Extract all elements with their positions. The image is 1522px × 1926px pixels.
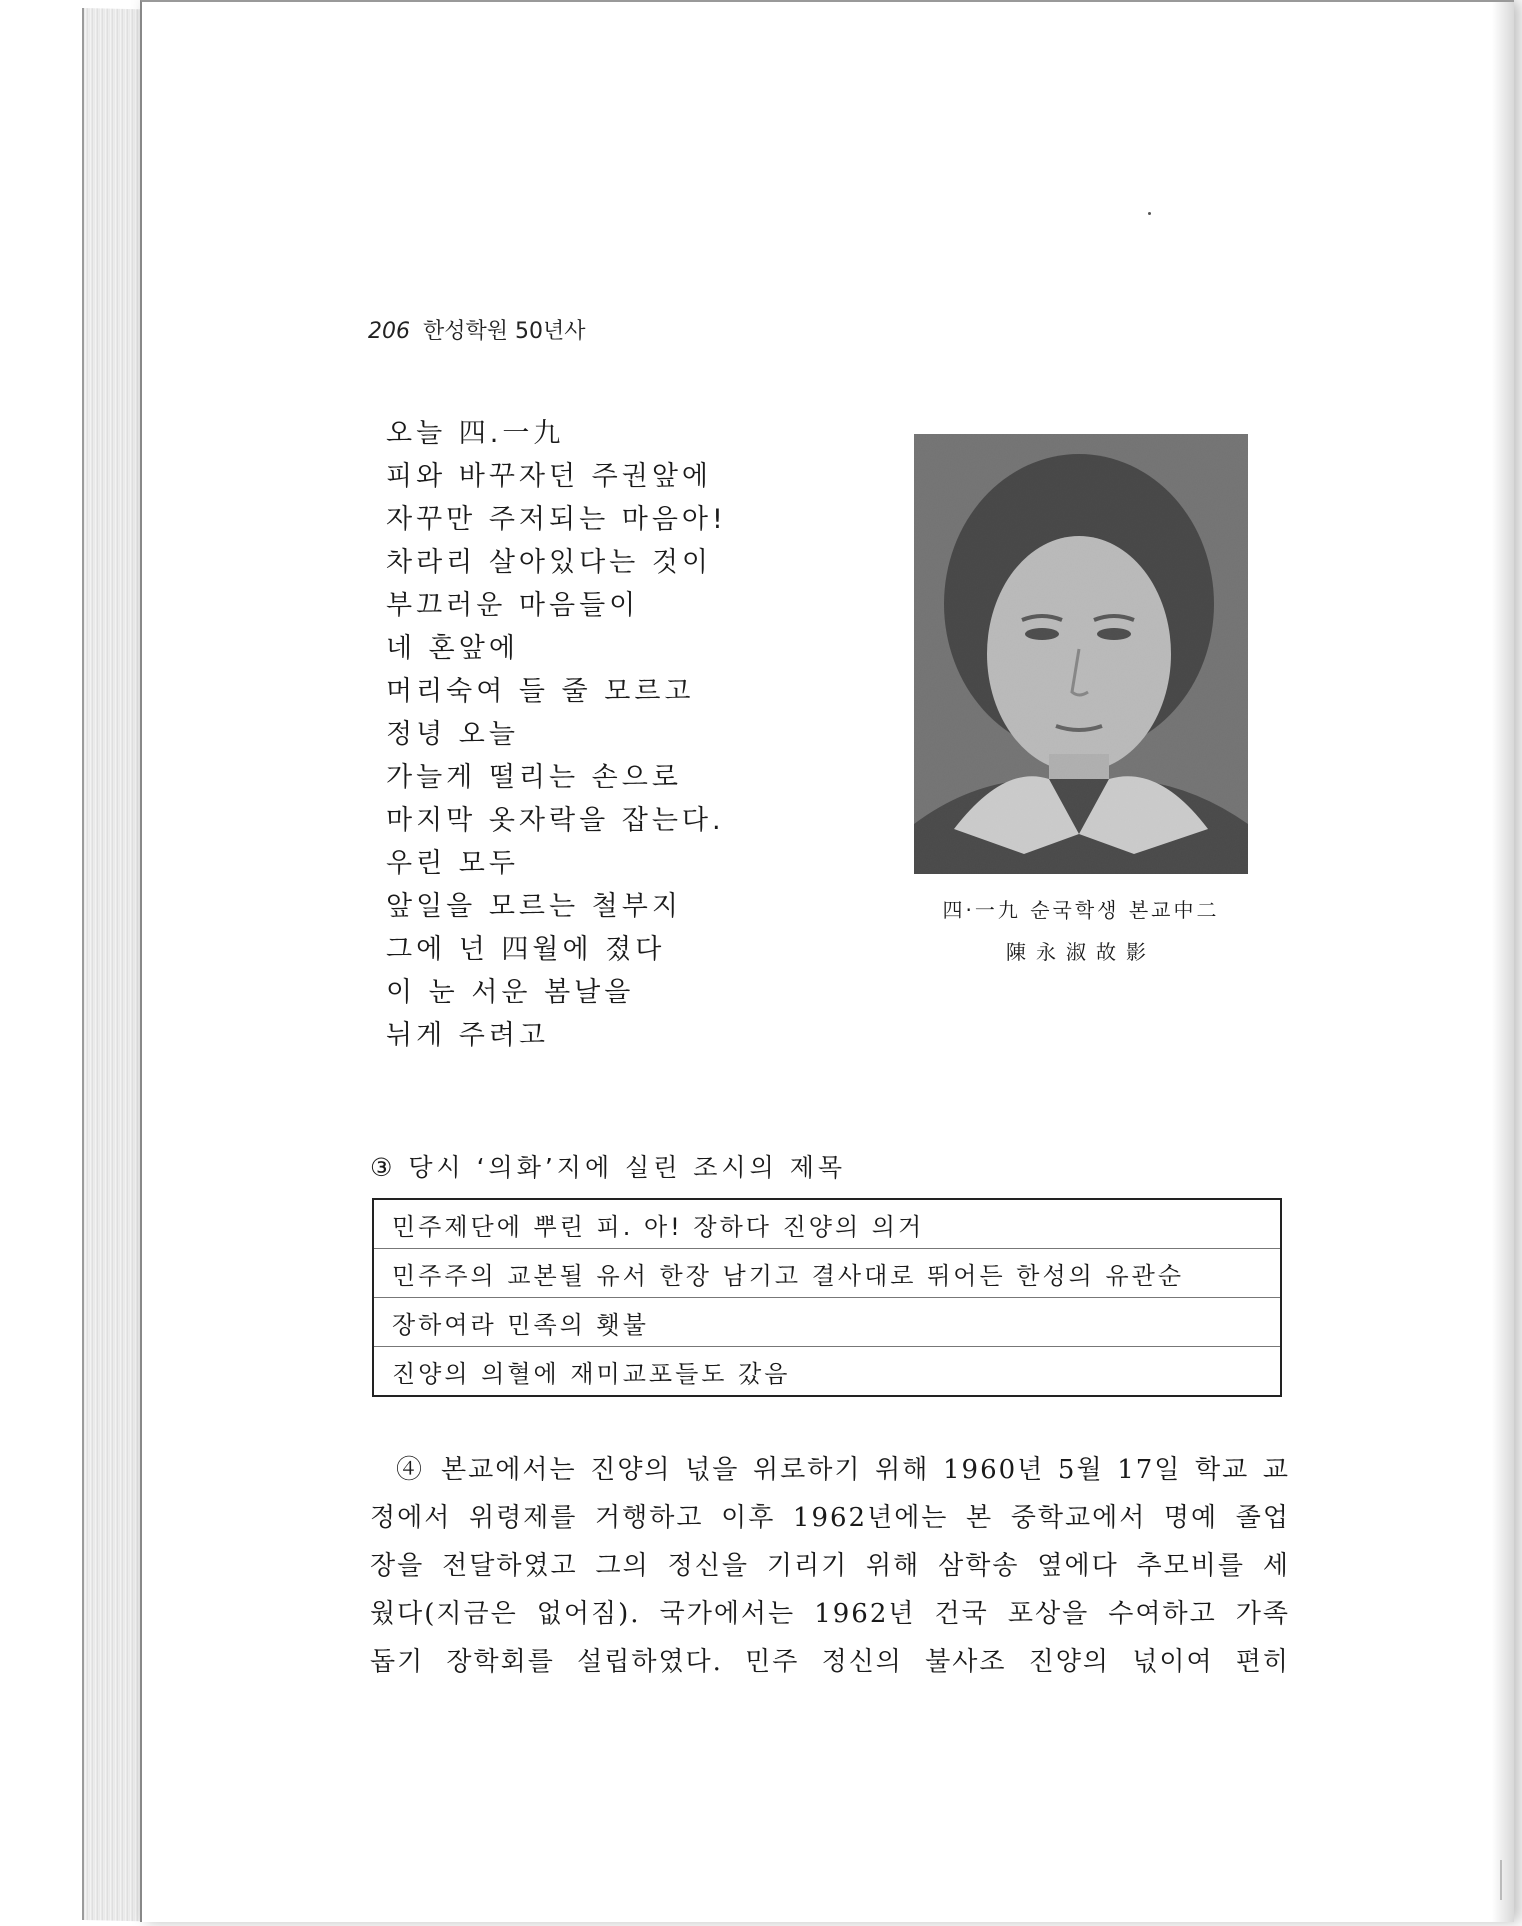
table-cell: 진양의 의혈에 재미교포들도 갔음 — [392, 1359, 791, 1388]
poem-line: 마지막 옷자락을 잡는다. — [386, 805, 725, 836]
poem-titles-table — [372, 1198, 1282, 1397]
photo-caption-line1: 四·一九 순국학생 본교中二 — [942, 898, 1220, 922]
poem-line: 머리숙여 들 줄 모르고 — [386, 676, 695, 707]
photo-caption-line2: 陳永淑故影 — [1006, 940, 1156, 964]
table-cell: 민주주의 교본될 유서 한장 남기고 결사대로 뛰어든 한성의 유관순 — [373, 1249, 1281, 1298]
section-3-title: ③ 당시 ‘의화’지에 실린 조시의 제목 — [370, 1153, 846, 1182]
table-cell: 장하여라 민족의 횃불 — [373, 1298, 1281, 1347]
poem-line: 우린 모두 — [386, 848, 519, 879]
table-row — [373, 1249, 1281, 1298]
poem-line: 정녕 오늘 — [386, 719, 519, 750]
poem-line: 뉘게 주려고 — [386, 1020, 549, 1051]
table-row — [373, 1298, 1281, 1347]
poem-line: 그에 넌 四월에 졌다 — [386, 934, 666, 965]
paragraph-line: 장을 전달하였고 그의 정신을 기리기 위해 삼학송 옆에다 추모비를 세 — [370, 1551, 1290, 1581]
poem-line: 오늘 四.一九 — [386, 418, 565, 449]
poem-line: 차라리 살아있다는 것이 — [386, 547, 712, 578]
poem-line: 네 혼앞에 — [386, 633, 519, 664]
table-row — [373, 1347, 1281, 1397]
poem-line: 가늘게 떨리는 손으로 — [386, 762, 682, 793]
paragraph-line: 웠다(지금은 없어짐). 국가에서는 1962년 건국 포상을 수여하고 가족 — [370, 1599, 1290, 1629]
running-header — [368, 314, 586, 345]
paragraph-line: 정에서 위령제를 거행하고 이후 1962년에는 본 중학교에서 명예 졸업 — [370, 1503, 1290, 1533]
edge-mark — [1500, 1860, 1502, 1900]
poem-line: 부끄러운 마음들이 — [386, 590, 640, 621]
book-title: 한성학원 50년사 — [423, 319, 586, 344]
section-4-paragraph — [370, 1446, 1290, 1686]
poem-line: 자꾸만 주저되는 마음아! — [386, 504, 727, 535]
portrait-drawing — [914, 434, 1248, 874]
paragraph-line: 돕기 장학회를 설립하였다. 민주 정신의 불사조 진양의 넋이여 편히 — [370, 1647, 1290, 1677]
table-cell: 민주제단에 뿌린 피. 아! 장하다 진양의 의거 — [373, 1199, 1281, 1249]
poem-line: 앞일을 모르는 철부지 — [386, 891, 682, 922]
speck — [1148, 212, 1151, 215]
table-row — [373, 1199, 1281, 1249]
page-number: 206 — [368, 319, 410, 344]
poem — [386, 412, 906, 1057]
paragraph-line: ④ 본교에서는 진양의 넋을 위로하기 위해 1960년 5월 17일 학교 교 — [396, 1455, 1290, 1485]
poem-line: 피와 바꾸자던 주권앞에 — [386, 461, 712, 492]
poem-line: 이 눈 서운 봄날을 — [386, 977, 635, 1008]
page-shadow — [1492, 2, 1514, 1922]
portrait-photo — [914, 434, 1248, 874]
